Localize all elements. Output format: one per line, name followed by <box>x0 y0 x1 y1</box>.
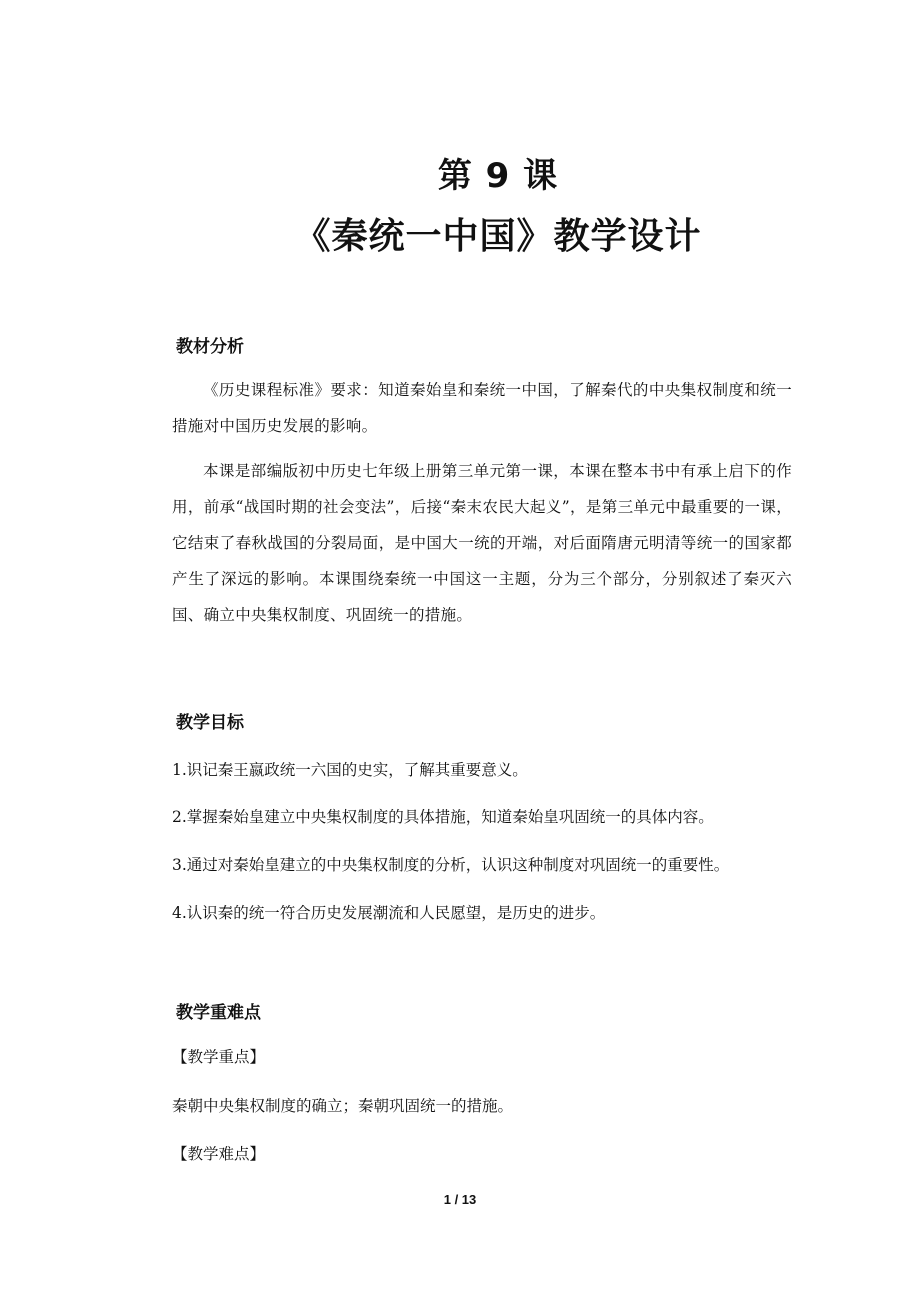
lesson-title: 《秦统一中国》教学设计 <box>294 216 702 257</box>
lesson-number-title: 第 9 课 <box>437 156 559 196</box>
section-heading-objectives: 教学目标 <box>176 713 244 733</box>
teaching-difficulty-label: 【教学难点】 <box>172 1145 266 1163</box>
materials-paragraph-1: 《历史课程标准》要求：知道秦始皇和秦统一中国，了解秦代的中央集权制度和统一措施对中国历史发展的影响。 <box>172 381 792 435</box>
teaching-focus-text: 秦朝中央集权制度的确立；秦朝巩固统一的措施。 <box>172 1097 514 1115</box>
section-heading-key-points: 教学重难点 <box>176 1003 261 1023</box>
section-heading-materials: 教材分析 <box>176 337 244 357</box>
teaching-focus-label: 【教学重点】 <box>172 1048 266 1066</box>
objective-item: 1.识记秦王嬴政统一六国的史实，了解其重要意义。 <box>172 761 528 779</box>
objective-item: 4.认识秦的统一符合历史发展潮流和人民愿望，是历史的进步。 <box>172 904 606 922</box>
page-indicator: 1 / 13 <box>443 1192 477 1207</box>
objective-item: 2.掌握秦始皇建立中央集权制度的具体措施，知道秦始皇巩固统一的具体内容。 <box>172 808 714 826</box>
objective-item: 3.通过对秦始皇建立的中央集权制度的分析，认识这种制度对巩固统一的重要性。 <box>172 856 730 874</box>
materials-paragraph-2: 本课是部编版初中历史七年级上册第三单元第一课，本课在整本书中有承上启下的作用，前承“战国时期的社会变法”，后接“秦末农民大起义”，是第三单元中最重要的一课，它结束了春秋战国的分裂局面，是中国大一统的开端，对后面隋唐元明清等统一的国家都产生了深远的影响。本课围绕秦统一中国这一主题，分为三个部分，分别叙述了秦灭六国、确立中央集权制度、巩固统一的措施。 <box>172 462 792 624</box>
